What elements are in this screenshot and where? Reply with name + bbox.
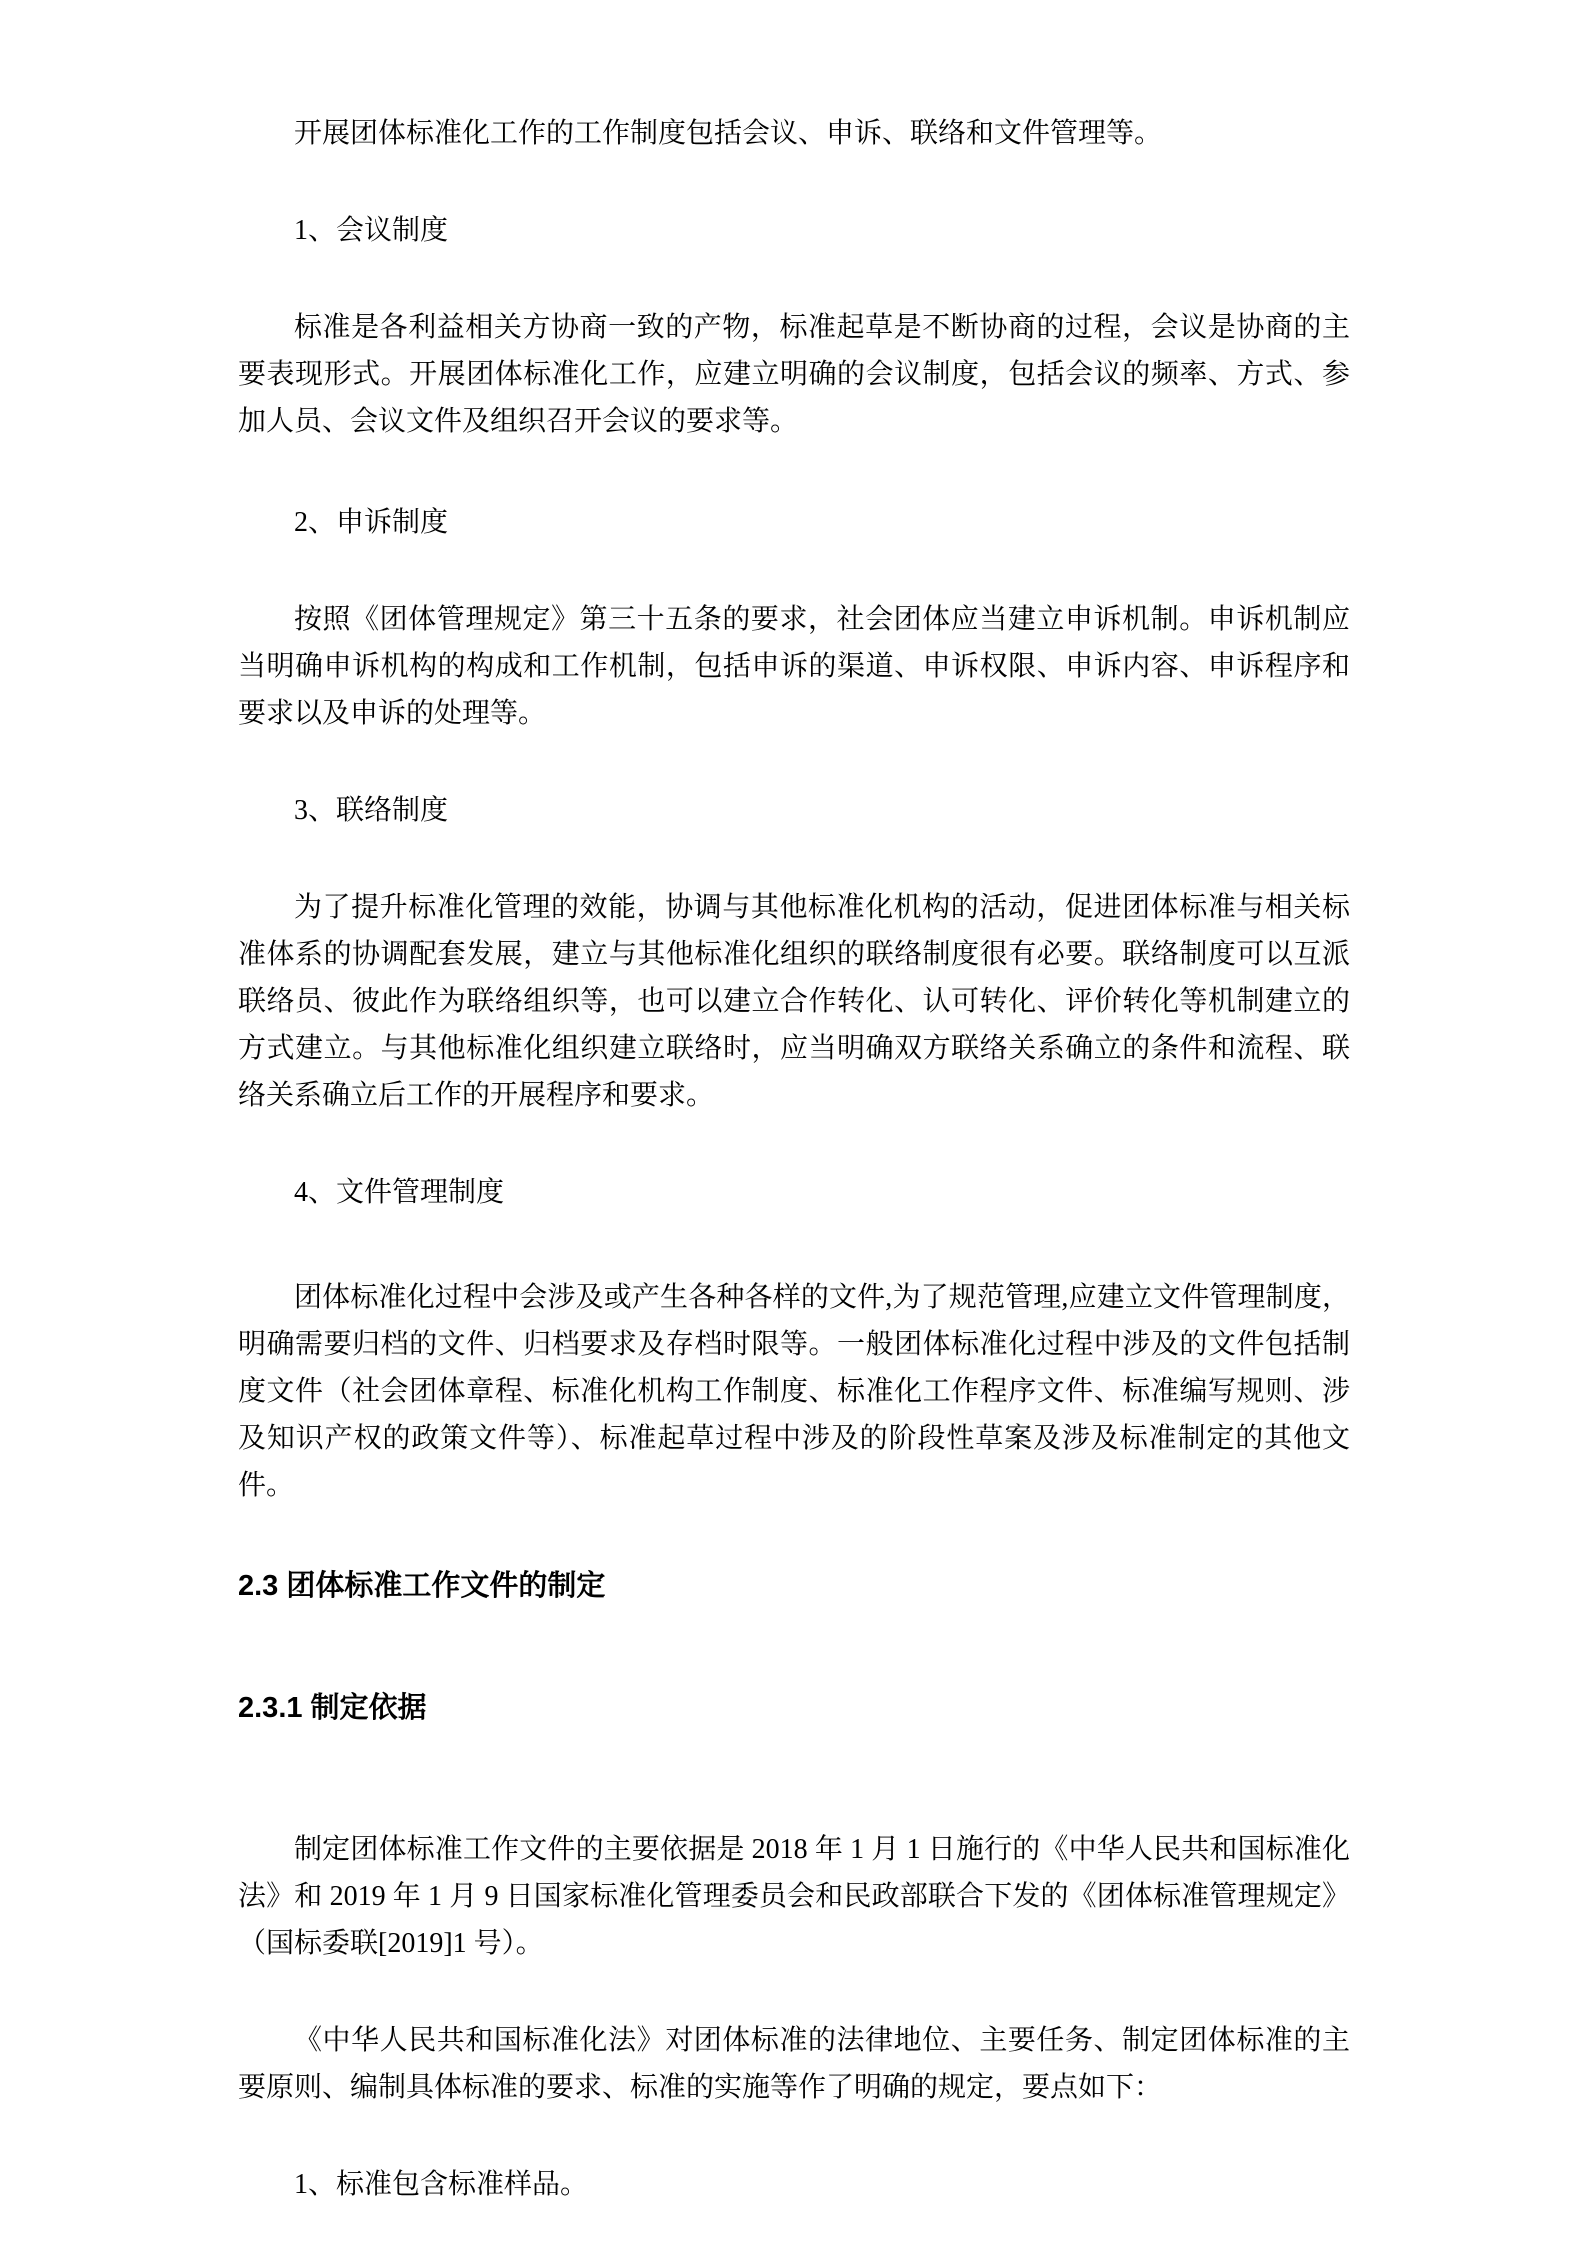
paragraph-document-management-system: 团体标准化过程中会涉及或产生各种各样的文件,为了规范管理,应建立文件管理制度，明确需要归档的文件、归档要求及存档时限等。一般团体标准化过程中涉及的文件包括制度文件（社会团体章程、标准化机构工作制度、标准化工作程序文件、标准编写规则、涉及知识产权的政策文件等）、标准起草过程中涉及的阶段性草案及涉及标准制定的其他文件。 (238, 1282, 1350, 1501)
paragraph-liaison-system: 为了提升标准化管理的效能，协调与其他标准化机构的活动，促进团体标准与相关标准体系的协调配套发展，建立与其他标准化组织的联络制度很有必要。联络制度可以互派联络员、彼此作为联络组织等，也可以建立合作转化、认可转化、评价转化等机制建立的方式建立。与其他标准化组织建立联络时，应当明确双方联络关系确立的条件和流程、联络关系确立后工作的开展程序和要求。 (238, 892, 1350, 1111)
section-heading-2-3: 2.3 团体标准工作文件的制定 (238, 1570, 606, 1602)
paragraph-basis-sources: 制定团体标准工作文件的主要依据是 2018 年 1 月 1 日施行的《中华人民共和国标准化法》和 2019 年 1 月 9 日国家标准化管理委员会和民政部联合下发的《团体标准管理规定》（国标委联[2019]1 号）。 (238, 1834, 1350, 1959)
subheading-meeting-system: 1、会议制度 (294, 215, 449, 246)
subheading-document-management-system: 4、文件管理制度 (294, 1177, 505, 1208)
subheading-appeal-system: 2、申诉制度 (294, 507, 449, 538)
paragraph-standardization-law: 《中华人民共和国标准化法》对团体标准的法律地位、主要任务、制定团体标准的主要原则、编制具体标准的要求、标准的实施等作了明确的规定，要点如下： (238, 2025, 1350, 2103)
intro-paragraph: 开展团体标准化工作的工作制度包括会议、申诉、联络和文件管理等。 (294, 118, 1163, 149)
subsection-heading-2-3-1: 2.3.1 制定依据 (238, 1692, 427, 1724)
paragraph-appeal-system: 按照《团体管理规定》第三十五条的要求，社会团体应当建立申诉机制。申诉机制应当明确申诉机构的构成和工作机制，包括申诉的渠道、申诉权限、申诉内容、申诉程序和要求以及申诉的处理等。 (238, 604, 1350, 729)
point-standard-sample: 1、标准包含标准样品。 (294, 2169, 589, 2200)
subheading-liaison-system: 3、联络制度 (294, 795, 449, 826)
paragraph-meeting-system: 标准是各利益相关方协商一致的产物，标准起草是不断协商的过程，会议是协商的主要表现形式。开展团体标准化工作，应建立明确的会议制度，包括会议的频率、方式、参加人员、会议文件及组织召开会议的要求等。 (238, 312, 1350, 437)
